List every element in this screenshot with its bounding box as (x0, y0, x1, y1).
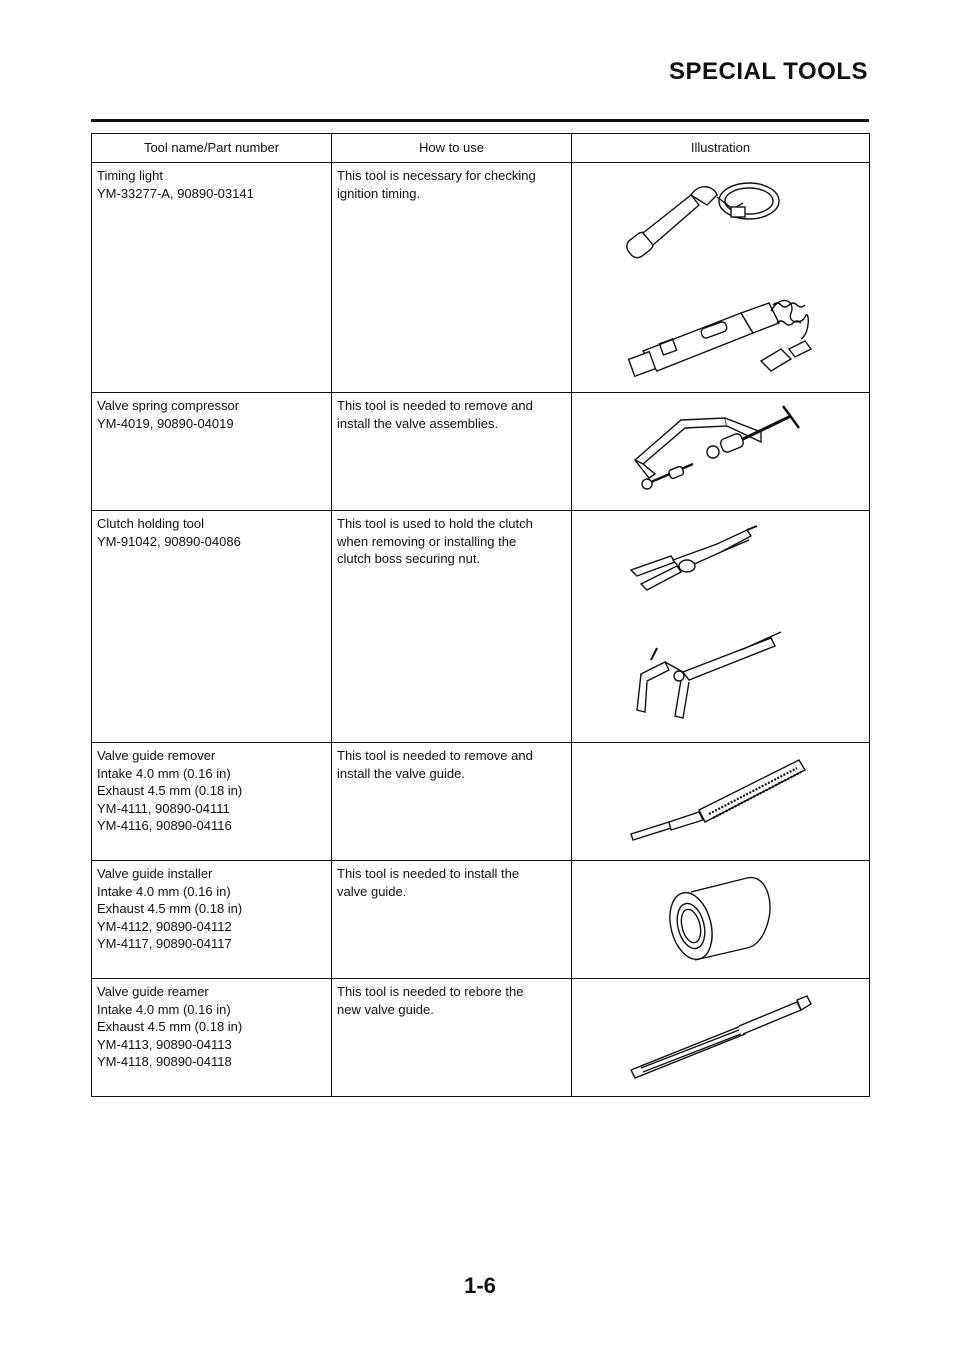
tool-name: Timing light (97, 168, 163, 183)
spec-exhaust: Exhaust 4.5 mm (0.18 in) (97, 901, 243, 916)
part-number: YM-4111, 90890-04111 (97, 800, 230, 816)
page-number: 1-6 (464, 1273, 496, 1298)
spec-exhaust: Exhaust 4.5 mm (0.18 in) (97, 1019, 243, 1034)
spec-intake: Intake 4.0 mm (0.16 in) (97, 883, 231, 899)
usage-text: ignition timing. (337, 185, 421, 201)
valve-guide-installer-icon (661, 870, 781, 970)
table-row (92, 511, 870, 743)
how-to-use-cell (332, 743, 572, 861)
how-to-use-cell (332, 163, 572, 393)
tool-name: Clutch holding tool (97, 516, 204, 531)
part-number: YM-4116, 90890-04116 (97, 818, 232, 833)
spec-exhaust: Exhaust 4.5 mm (0.18 in) (97, 783, 243, 798)
tool-name-cell (92, 393, 332, 511)
usage-text: clutch boss securing nut. (337, 551, 481, 566)
clutch-holding-tool-icon (621, 522, 821, 732)
table-row (92, 861, 870, 979)
valve-guide-remover-icon (621, 752, 821, 852)
part-number: YM-4019, 90890-04019 (97, 415, 234, 431)
illustration-cell (572, 511, 870, 743)
usage-text: This tool is necessary for checking (337, 168, 536, 183)
usage-text: new valve guide. (337, 1001, 434, 1017)
usage-text: when removing or installing the (337, 533, 517, 549)
tool-name-cell (92, 163, 332, 393)
special-tools-table (91, 133, 870, 1097)
column-header-how-to-use: How to use (332, 134, 572, 163)
usage-text: This tool is needed to remove and (337, 398, 533, 413)
part-number: YM-4117, 90890-04117 (97, 936, 232, 951)
illustration-cell (572, 743, 870, 861)
tool-name-cell (92, 743, 332, 861)
part-number: YM-4112, 90890-04112 (97, 918, 232, 934)
tool-name-cell (92, 511, 332, 743)
tool-name: Valve guide reamer (97, 984, 209, 999)
part-number: YM-33277-A, 90890-03141 (97, 185, 254, 201)
valve-spring-compressor-icon (621, 402, 821, 502)
tool-name: Valve guide remover (97, 748, 216, 763)
usage-text: This tool is needed to remove and (337, 748, 533, 763)
usage-text: This tool is needed to rebore the (337, 984, 524, 999)
table-row (92, 979, 870, 1097)
spec-intake: Intake 4.0 mm (0.16 in) (97, 765, 231, 781)
spec-intake: Intake 4.0 mm (0.16 in) (97, 1001, 231, 1017)
how-to-use-cell (332, 511, 572, 743)
tool-name-cell (92, 979, 332, 1097)
table-header-row (92, 134, 870, 163)
part-number: YM-4118, 90890-04118 (97, 1054, 232, 1069)
column-header-illustration: Illustration (572, 134, 870, 163)
how-to-use-cell (332, 861, 572, 979)
tool-name: Valve guide installer (97, 866, 213, 881)
illustration-cell (572, 393, 870, 511)
illustration-cell (572, 979, 870, 1097)
title-rule (91, 119, 869, 122)
illustration-cell (572, 163, 870, 393)
usage-text: install the valve assemblies. (337, 415, 499, 431)
tool-name: Valve spring compressor (97, 398, 240, 413)
usage-text: This tool is used to hold the clutch (337, 516, 533, 531)
part-number: YM-91042, 90890-04086 (97, 533, 241, 549)
valve-guide-reamer-icon (621, 988, 821, 1088)
usage-text: install the valve guide. (337, 765, 465, 781)
illustration-cell (572, 861, 870, 979)
column-header-tool-name: Tool name/Part number (92, 134, 332, 163)
usage-text: This tool is needed to install the (337, 866, 520, 881)
usage-text: valve guide. (337, 883, 407, 899)
page-title: SPECIAL TOOLS (669, 58, 868, 85)
tool-name-cell (92, 861, 332, 979)
how-to-use-cell (332, 393, 572, 511)
table-row (92, 393, 870, 511)
part-number: YM-4113, 90890-04113 (97, 1036, 232, 1052)
how-to-use-cell (332, 979, 572, 1097)
table-row (92, 163, 870, 393)
timing-light-icon (621, 173, 821, 383)
table-row (92, 743, 870, 861)
